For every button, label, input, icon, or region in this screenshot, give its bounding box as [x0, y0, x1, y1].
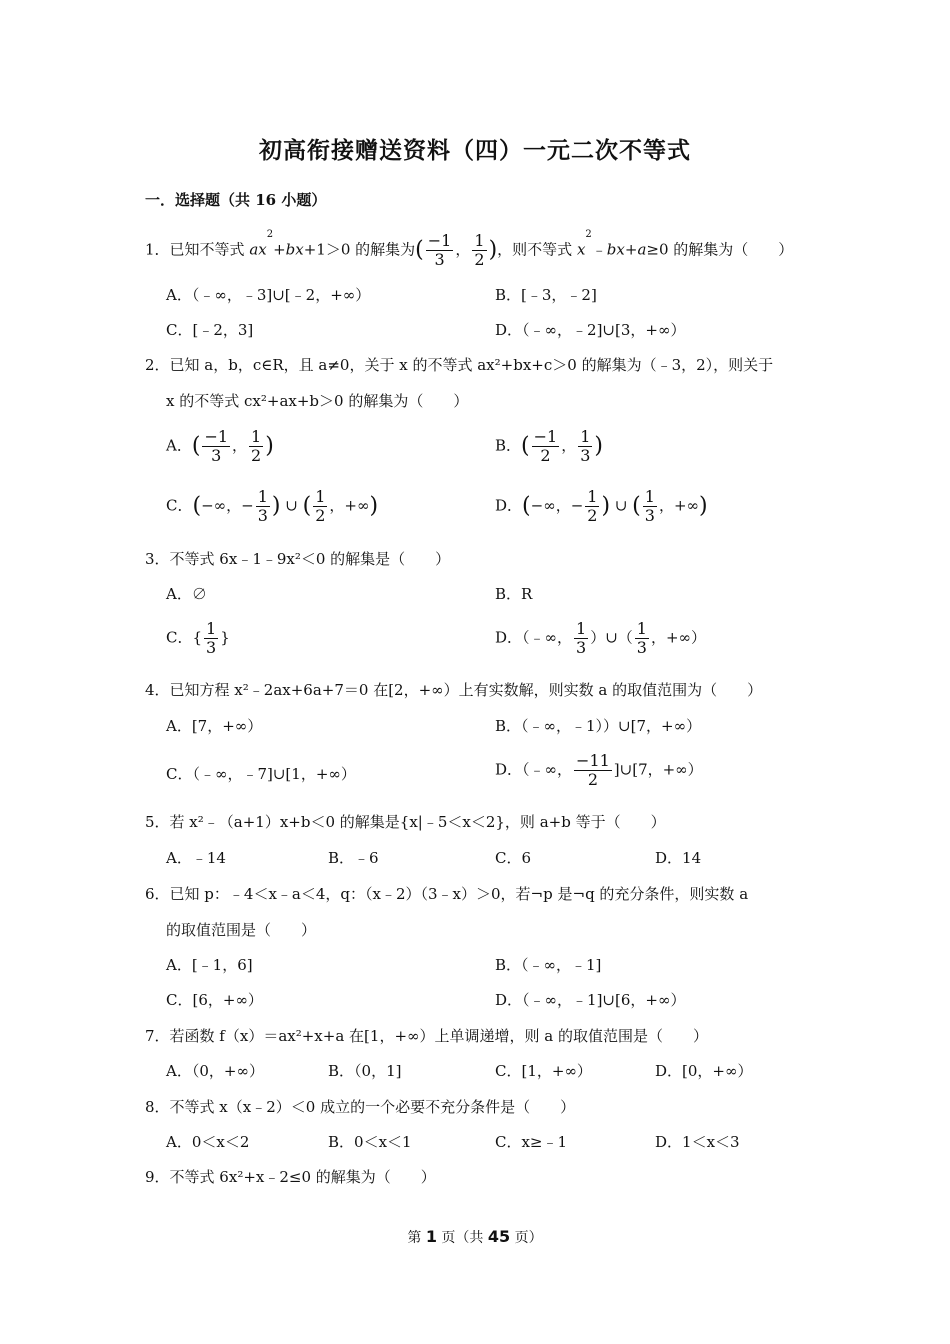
question-6-stem-line2: 的取值范围是（ ） — [166, 921, 317, 939]
fraction: $\frac{1}{3}$ — [636, 619, 647, 657]
q7-option-c[interactable]: C．[1，+∞） — [495, 1062, 592, 1080]
q7-option-a[interactable]: A．（0，+∞） — [166, 1062, 264, 1080]
q4-option-c[interactable]: C．（﹣∞，﹣7]∪[1，+∞） — [166, 765, 356, 783]
q7-option-d[interactable]: D．[0，+∞） — [655, 1062, 753, 1080]
q2-option-c[interactable]: C．(−∞，− $\frac{1}{3}$ ) ∪ ( $\frac{1}{2}$ ，+∞) — [166, 487, 379, 525]
q3-option-d[interactable]: D．（﹣∞， $\frac{1}{3}$ ）∪（ $\frac{1}{3}$ ，+∞） — [495, 619, 707, 657]
q3-option-b[interactable]: B．R — [495, 585, 533, 603]
question-2-stem-line2: x 的不等式 cx²+ax+b＞0 的解集为（ ） — [166, 392, 469, 410]
fraction: $\frac{1}{3}$ — [257, 487, 268, 525]
q4-option-b[interactable]: B．（﹣∞，﹣1））∪[7，+∞） — [495, 717, 702, 735]
fraction: $\frac{1}{3}$ — [644, 487, 655, 525]
q1-option-c[interactable]: C．[﹣2，3] — [166, 321, 254, 339]
q5-option-a[interactable]: A．﹣14 — [166, 849, 226, 867]
q1-option-a[interactable]: A．（﹣∞，﹣3]∪[﹣2，+∞） — [166, 286, 371, 304]
q3-option-c[interactable]: C．{ $\frac{1}{3}$ } — [166, 619, 230, 657]
fraction: $\frac{-1}{2}$ — [533, 427, 558, 465]
q1-option-b[interactable]: B．[﹣3，﹣2] — [495, 286, 597, 304]
q3-option-a[interactable]: A．∅ — [166, 585, 207, 603]
q7-option-b[interactable]: B．（0，1] — [328, 1062, 402, 1080]
question-9-stem: 9．不等式 6x²+x﹣2≤0 的解集为（ ） — [145, 1168, 436, 1186]
q6-option-d[interactable]: D．（﹣∞，﹣1]∪[6，+∞） — [495, 991, 686, 1009]
q2-option-a[interactable]: A．( $\frac{-1}{3}$ ， $\frac{1}{2}$ ) — [166, 427, 274, 465]
q2-option-d[interactable]: D．(−∞，− $\frac{1}{2}$ ) ∪ ( $\frac{1}{3}$ ，+∞) — [495, 487, 708, 525]
q8-option-a[interactable]: A．0＜x＜2 — [166, 1133, 250, 1151]
page-footer: 第 1 页（共 45 页） — [407, 1227, 543, 1246]
fraction: $\frac{1}{2}$ — [251, 427, 262, 465]
fraction: $\frac{1}{2}$ — [315, 487, 326, 525]
page-number: 1 — [425, 1227, 437, 1246]
fraction: $\frac{1}{3}$ — [576, 619, 587, 657]
q8-option-b[interactable]: B．0＜x＜1 — [328, 1133, 412, 1151]
q6-option-a[interactable]: A．[﹣1，6] — [166, 956, 253, 974]
fraction: $\frac{1}{3}$ — [580, 427, 591, 465]
section-heading: 一．选择题（共 16 小题） — [145, 191, 327, 209]
fraction: $\frac{-1}{3}$ — [204, 427, 229, 465]
fraction: $\frac{-1}{3}$ — [427, 231, 452, 269]
page-title: 初高衔接赠送资料（四）一元二次不等式 — [259, 137, 691, 164]
question-1-stem: 1．已知不等式 $ax^2+bx+1>0$ 的解集为( $\frac{-1}{3}$ ， $\frac{1}{2}$ )，则不等式 $x^2﹣bx+a\ge 0$ 的解集为（ ） — [145, 229, 794, 269]
q5-option-c[interactable]: C．6 — [495, 849, 532, 867]
fraction: $\frac{1}{3}$ — [206, 619, 217, 657]
q5-option-b[interactable]: B．﹣6 — [328, 849, 379, 867]
q4-option-d[interactable]: D．（﹣∞， $\frac{-11}{2}$ ]∪[7，+∞） — [495, 751, 703, 789]
q1-option-d[interactable]: D．（﹣∞，﹣2]∪[3，+∞） — [495, 321, 686, 339]
question-6-stem-line1: 6．已知 p：﹣4＜x﹣a＜4，q：（x﹣2）（3﹣x）＞0，若¬p 是¬q 的充分条件，则实数 a — [145, 885, 749, 903]
q6-option-c[interactable]: C．[6，+∞） — [166, 991, 263, 1009]
q8-option-c[interactable]: C．x≥﹣1 — [495, 1133, 568, 1151]
q2-option-b[interactable]: B．( $\frac{-1}{2}$ ， $\frac{1}{3}$ ) — [495, 427, 604, 465]
fraction: $\frac{1}{2}$ — [474, 231, 485, 269]
question-2-stem-line1: 2．已知 a，b，c∈R，且 a≠0，关于 x 的不等式 ax²+bx+c＞0 的解集为（﹣3，2），则关于 — [145, 356, 774, 374]
question-8-stem: 8．不等式 x（x﹣2）＜0 成立的一个必要不充分条件是（ ） — [145, 1098, 576, 1116]
page-total: 45 — [487, 1227, 511, 1246]
question-3-stem: 3．不等式 6x﹣1﹣9x²＜0 的解集是（ ） — [145, 550, 451, 568]
q5-option-d[interactable]: D．14 — [655, 849, 702, 867]
fraction: $\frac{1}{2}$ — [587, 487, 598, 525]
fraction: $\frac{-11}{2}$ — [576, 751, 610, 789]
q8-option-d[interactable]: D．1＜x＜3 — [655, 1133, 740, 1151]
q4-option-a[interactable]: A．[7，+∞） — [166, 717, 263, 735]
question-5-stem: 5．若 x²﹣（a+1）x+b＜0 的解集是{x|﹣5＜x＜2}，则 a+b 等于（ ） — [145, 813, 666, 831]
q6-option-b[interactable]: B．（﹣∞，﹣1] — [495, 956, 602, 974]
question-7-stem: 7．若函数 f（x）＝ax²+x+a 在[1，+∞）上单调递增，则 a 的取值范围是（ ） — [145, 1027, 708, 1045]
question-4-stem: 4．已知方程 x²﹣2ax+6a+7＝0 在[2，+∞）上有实数解，则实数 a 的取值范围为（ ） — [145, 681, 763, 699]
